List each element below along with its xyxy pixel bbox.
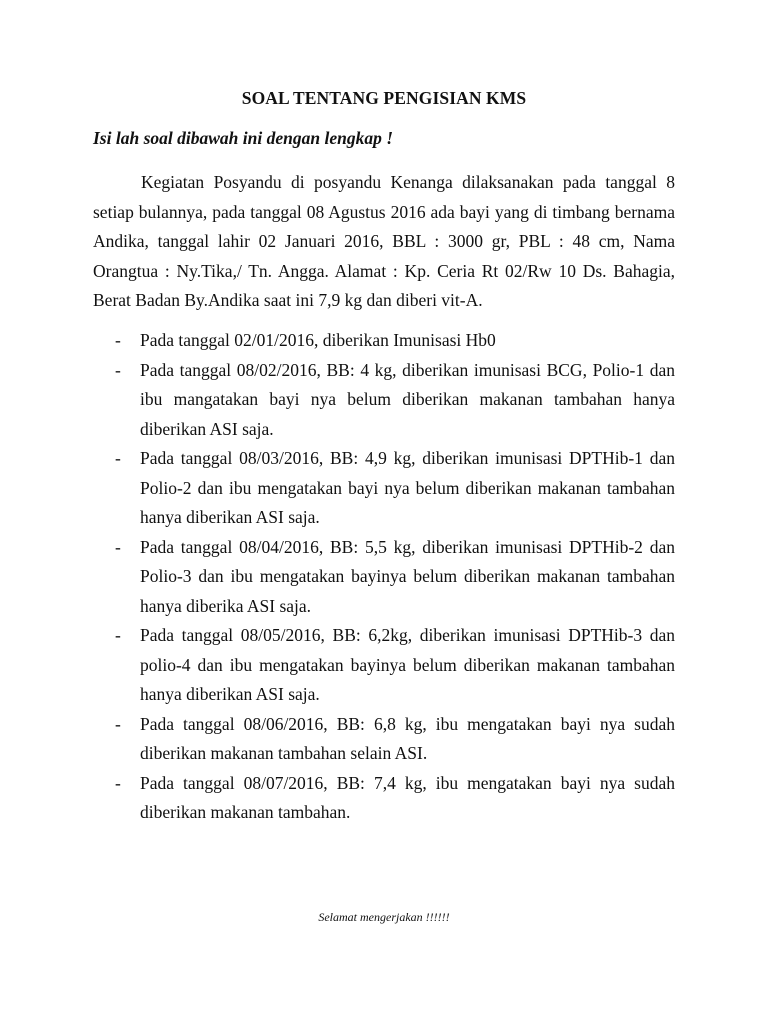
document-title: SOAL TENTANG PENGISIAN KMS (241, 88, 527, 108)
list-item-text: Pada tanggal 08/07/2016, BB: 7,4 kg, ibu mengatakan bayi nya sudah diberikan makanan tambahan. (140, 772, 675, 822)
list-item (93, 444, 675, 533)
footer-text: Selamat mengerjakan !!!!!! (318, 910, 450, 924)
list-item-text: Pada tanggal 08/05/2016, BB: 6,2kg, diberikan imunisasi DPTHib-3 dan polio-4 dan ibu mengatakan bayinya belum diberikan makanan tambahan hanya diberikan ASI saja. (140, 625, 675, 704)
bullet-dash: - (115, 536, 121, 557)
bullet-dash: - (115, 359, 121, 380)
instruction-text: Isi lah soal dibawah ini dengan lengkap ! (93, 128, 394, 148)
intro-paragraph: Kegiatan Posyandu di posyandu Kenanga dilaksanakan pada tanggal 8 setiap bulannya, pada tanggal 08 Agustus 2016 ada bayi yang di timbang bernama Andika, tanggal lahir 02 Januari 2016, BBL : 3000 gr, PBL : 48 cm, Nama Orangtua : Ny.Tika,/ Tn. Angga. Alamat : Kp. Ceria Rt 02/Rw 10 Ds. Bahagia, Berat Badan By.Andika saat ini 7,9 kg dan diberi vit-A. (93, 172, 675, 310)
list-item (93, 769, 675, 828)
question-list (93, 326, 675, 828)
bullet-dash: - (115, 330, 121, 350)
bullet-dash: - (115, 448, 121, 468)
list-item (93, 356, 675, 445)
list-item (93, 710, 675, 769)
list-item-text: Pada tanggal 08/02/2016, BB: 4 kg, diberikan imunisasi BCG, Polio-1 dan ibu mangatakan bayi nya belum diberikan makanan tambahan hanya diberikan ASI saja. (140, 359, 675, 439)
bullet-dash: - (115, 772, 121, 793)
list-item (93, 533, 675, 622)
list-item (93, 326, 675, 356)
list-item-text: Pada tanggal 02/01/2016, diberikan Imunisasi Hb0 (140, 330, 496, 350)
bullet-dash: - (115, 625, 121, 645)
list-item-text: Pada tanggal 08/04/2016, BB: 5,5 kg, diberikan imunisasi DPTHib-2 dan Polio-3 dan ibu mengatakan bayinya belum diberikan makanan tambahan hanya diberika ASI saja. (140, 536, 675, 616)
list-item-text: Pada tanggal 08/03/2016, BB: 4,9 kg, diberikan imunisasi DPTHib-1 dan Polio-2 dan ibu mengatakan bayi nya belum diberikan makanan tambahan hanya diberikan ASI saja. (140, 448, 675, 527)
list-item-text: Pada tanggal 08/06/2016, BB: 6,8 kg, ibu mengatakan bayi nya sudah diberikan makanan tambahan selain ASI. (140, 713, 675, 763)
list-item (93, 621, 675, 710)
bullet-dash: - (115, 713, 121, 734)
